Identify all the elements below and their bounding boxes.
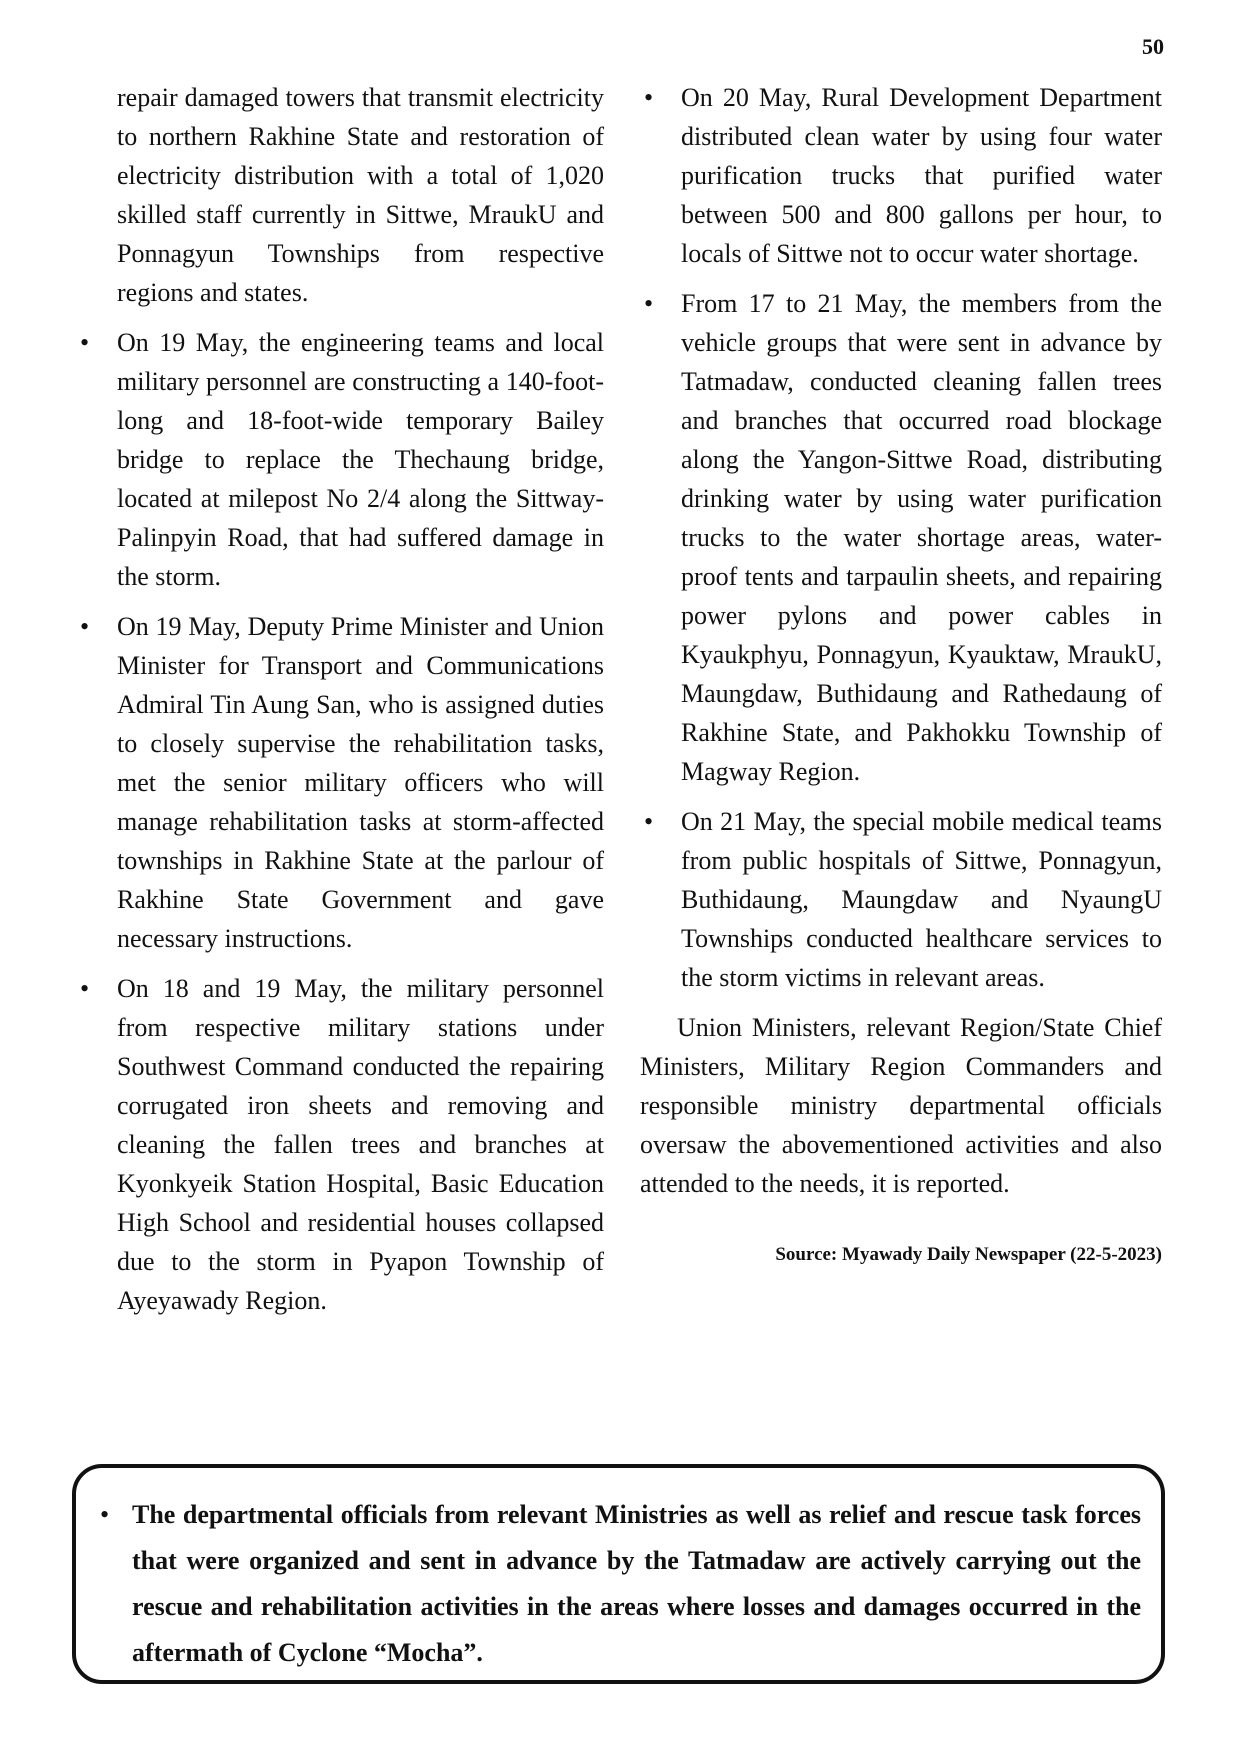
- list-item-deputy-pm: • On 19 May, Deputy Prime Minister and Union Minister for Transport and Communications Admiral Tin Aung San, who is assigned duties to closely supervise the rehabilitation tasks, met the senior military officers who will manage rehabilitation tasks at storm-affected townships in Rakhine State at the parlour of Rakhine State Government and gave necessary instructions.: [76, 607, 604, 958]
- source-citation: Source: Myawady Daily Newspaper (22-5-2023): [775, 1244, 1162, 1265]
- highlight-box: [72, 1464, 1165, 1684]
- list-item-medical: • On 21 May, the special mobile medical teams from public hospitals of Sittwe, Ponnagyun, Buthidaung, Maungdaw and NyaungU Townships conducted healthcare services to the storm victims in relevant areas.: [640, 802, 1162, 997]
- highlight-text: • The departmental officials from relevant Ministries as well as relief and rescue task forces that were organized and sent in advance by the Tatmadaw are actively carrying out the rescue and rehabilitation activities in the areas where losses and damages occurred in the aftermath of Cyclone “Mocha”.: [132, 1492, 1141, 1676]
- list-item-continued: repair damaged towers that transmit electricity to northern Rakhine State and restoration of electricity distribution with a total of 1,020 skilled staff currently in Sittwe, MraukU and Ponnagyun Townships from respective regions and states.: [117, 83, 604, 307]
- list-item-bridge: • On 19 May, the engineering teams and local military personnel are constructing a 140-foot-long and 18-foot-wide temporary Bailey bridge to replace the Thechaung bridge, located at milepost No 2/4 along the Sittway-Palinpyin Road, that had suffered damage in the storm.: [76, 323, 604, 596]
- page-number: 50: [1142, 34, 1164, 59]
- list-item-military: • On 18 and 19 May, the military personnel from respective military stations under Southwest Command conducted the repairing corrugated iron sheets and removing and cleaning the fallen trees and branches at Kyonkyeik Station Hospital, Basic Education High School and residential houses collapsed due to the storm in Pyapon Township of Ayeyawady Region.: [76, 969, 604, 1320]
- left-column: [76, 78, 604, 1331]
- closing-paragraph: Union Ministers, relevant Region/State Chief Ministers, Military Region Commanders and responsible ministry departmental officials oversaw the abovementioned activities and also attended to the needs, it is reported.: [640, 1013, 1162, 1198]
- list-item-water: • On 20 May, Rural Development Department distributed clean water by using four water purification trucks that purified water between 500 and 800 gallons per hour, to locals of Sittwe not to occur water shortage.: [640, 78, 1162, 273]
- list-item-vehicle-groups: • From 17 to 21 May, the members from the vehicle groups that were sent in advance by Tatmadaw, conducted cleaning fallen trees and branches that occurred road blockage along the Yangon-Sittwe Road, distributing drinking water by using water purification trucks to the water shortage areas, water-proof tents and tarpaulin sheets, and repairing power pylons and power cables in Kyaukphyu, Ponnagyun, Kyauktaw, MraukU, Maungdaw, Buthidaung and Rathedaung of Rakhine State, and Pakhokku Township of Magway Region.: [640, 284, 1162, 791]
- right-column: [640, 78, 1162, 1274]
